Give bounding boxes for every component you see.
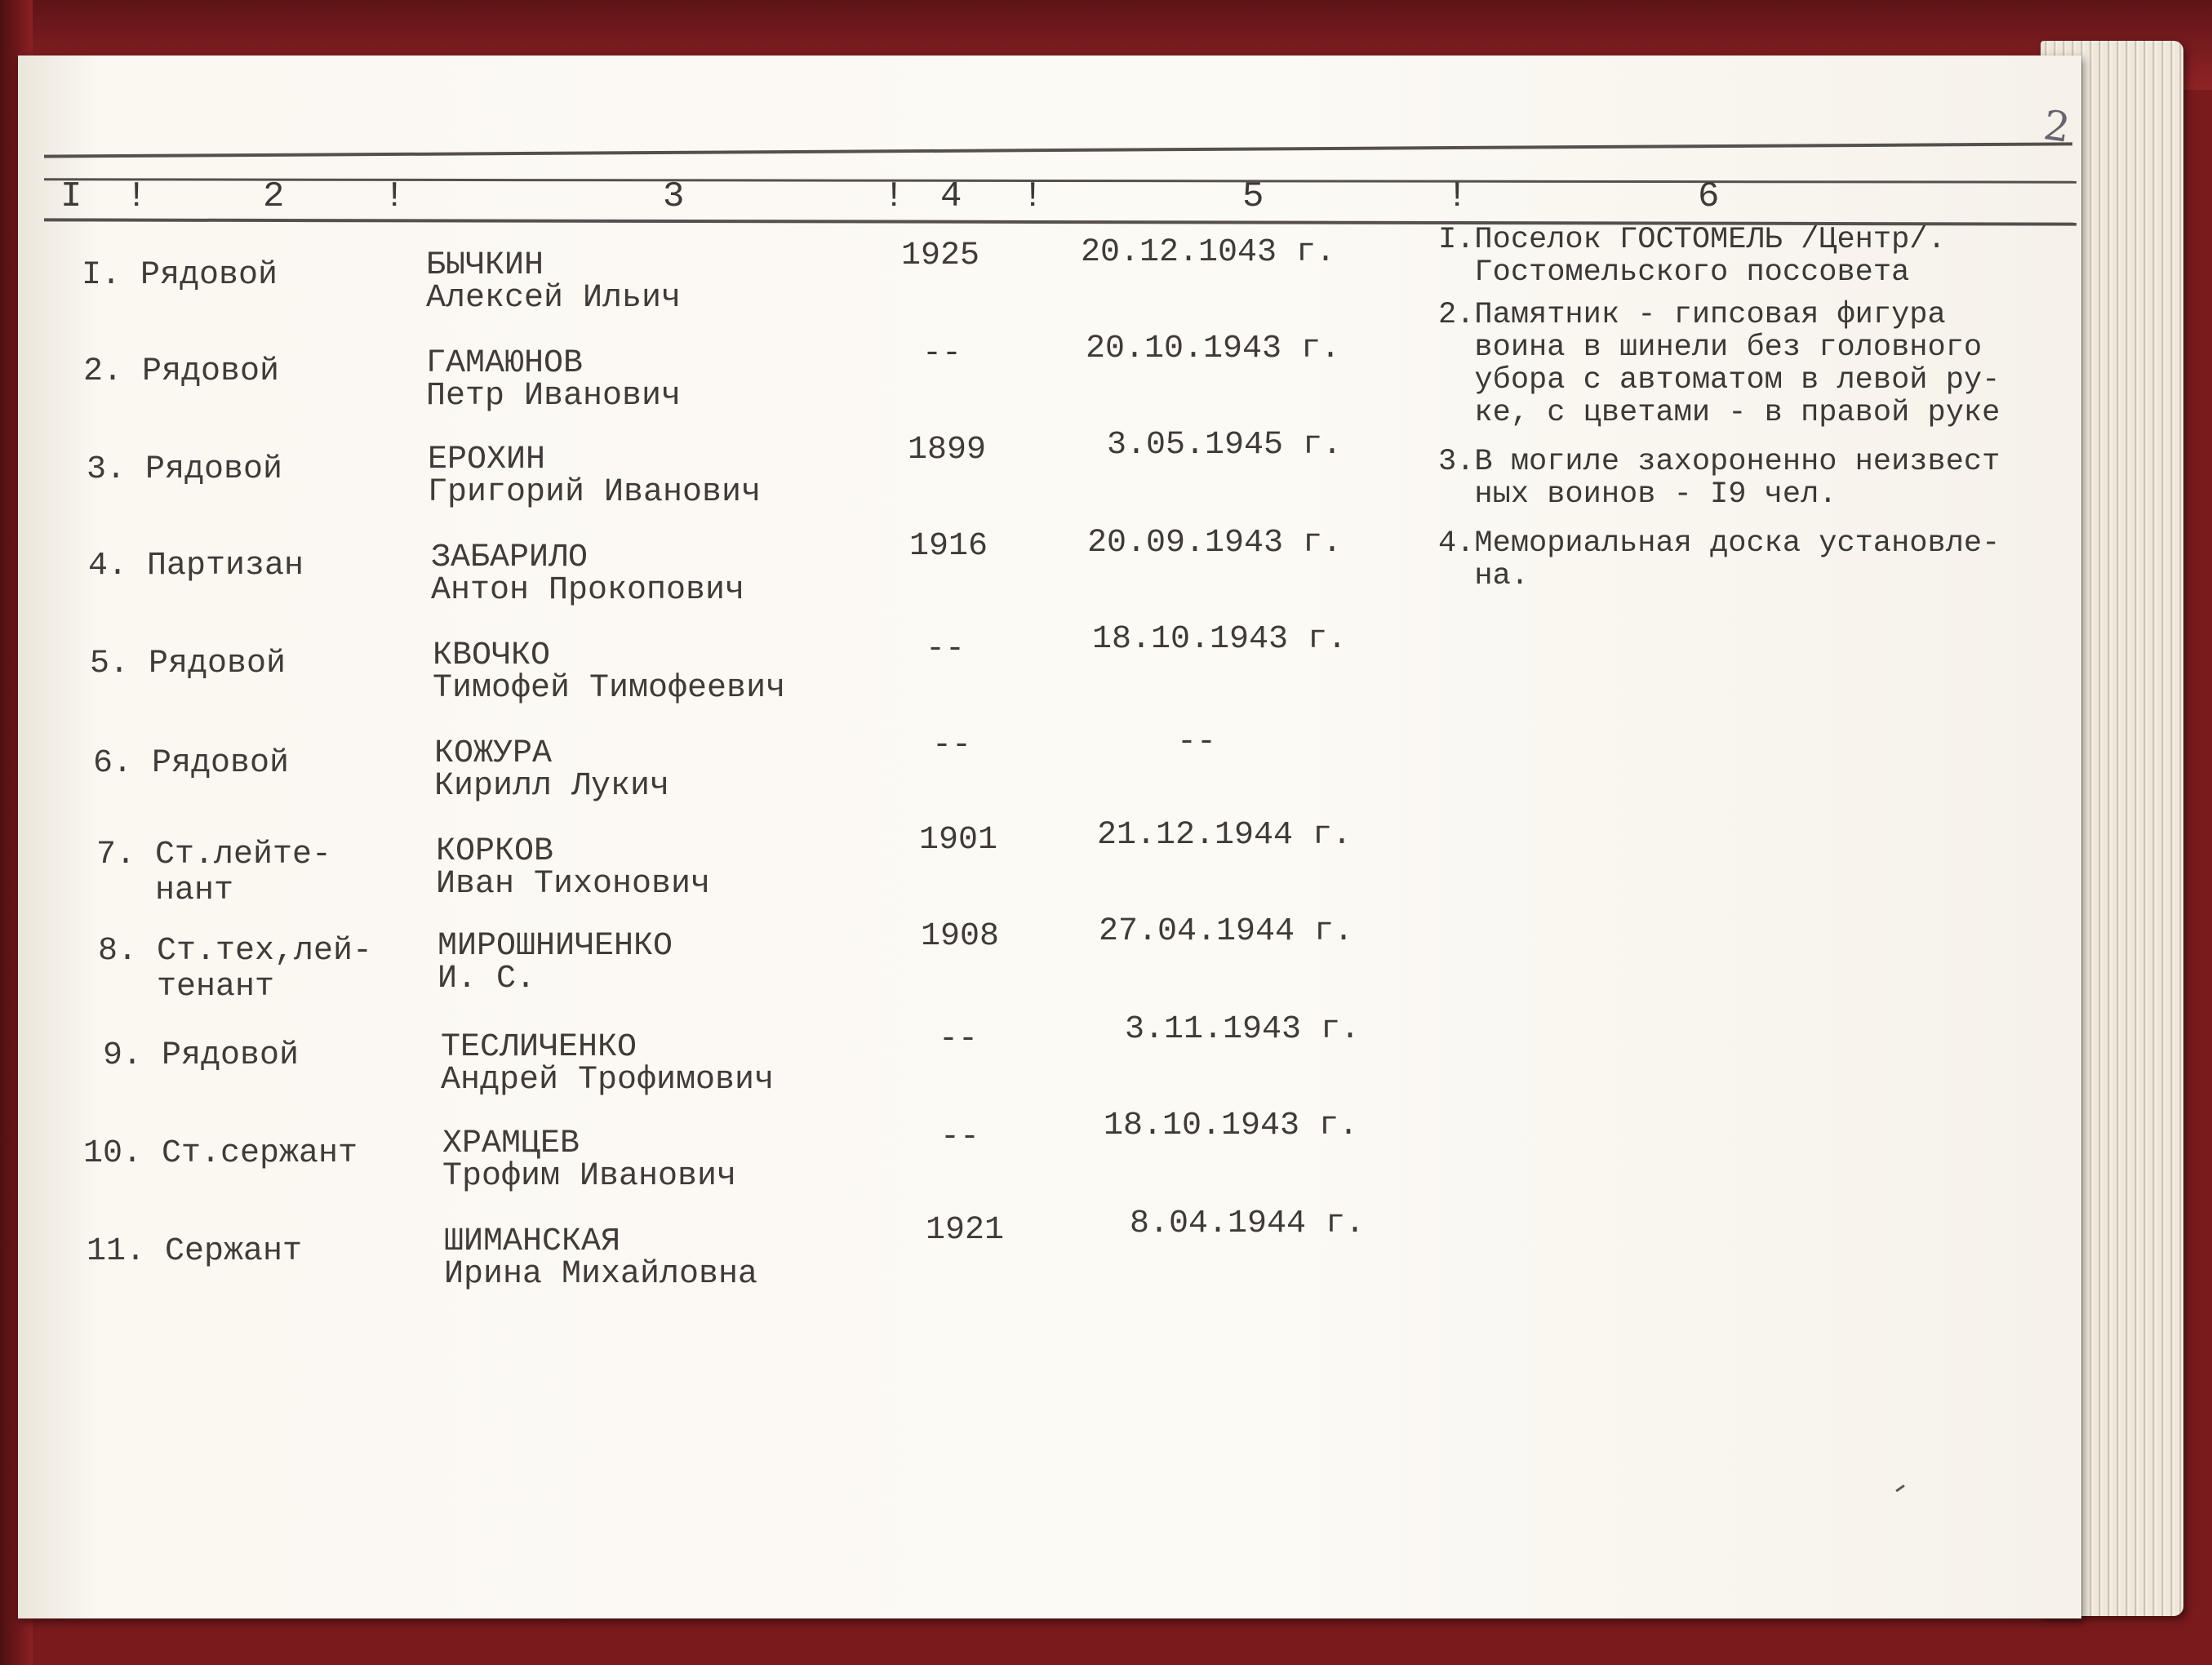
row-surname: ТЕСЛИЧЕНКО bbox=[441, 1029, 637, 1066]
row-rank: 6. Рядовой bbox=[93, 745, 290, 782]
row-death-date: 8.04.1944 г. bbox=[1130, 1205, 1366, 1242]
row-surname: ХРАМЦЕВ bbox=[442, 1126, 580, 1162]
row-rank: 7. Ст.лейте- нант bbox=[96, 837, 332, 909]
header-separator: ! bbox=[126, 176, 148, 217]
row-death-date: -- bbox=[1177, 724, 1217, 761]
row-given-name: Алексей Ильич bbox=[426, 280, 682, 317]
row-rank: 8. Ст.тех,лей- тенант bbox=[98, 933, 373, 1006]
row-surname: ГАМАЮНОВ bbox=[426, 345, 584, 382]
row-rank: 4. Партизан bbox=[88, 548, 304, 584]
row-birth-year: 1908 bbox=[921, 918, 1000, 955]
header-separator: ! bbox=[1022, 176, 1044, 217]
row-rank: 5. Рядовой bbox=[90, 646, 286, 682]
row-rank: I. Рядовой bbox=[82, 257, 278, 294]
row-death-date: 21.12.1944 г. bbox=[1097, 817, 1353, 854]
header-col-4: 4 bbox=[940, 176, 962, 217]
pen-mark bbox=[1895, 1485, 1905, 1492]
header-col-6: 6 bbox=[1698, 176, 1720, 217]
header-col-5: 5 bbox=[1242, 176, 1264, 217]
row-rank: 9. Рядовой bbox=[103, 1037, 300, 1074]
row-given-name: Трофим Иванович bbox=[442, 1158, 737, 1195]
row-given-name: Тимофей Тимофеевич bbox=[433, 670, 786, 707]
header-col-3: 3 bbox=[663, 176, 685, 217]
row-surname: БЫЧКИН bbox=[426, 247, 544, 284]
note-burial: 3.В могиле захороненно неизвест ных воинов - I9 чел. bbox=[1438, 445, 2001, 512]
row-rank: 3. Рядовой bbox=[87, 451, 283, 488]
row-surname: ЗАБАРИЛО bbox=[431, 539, 589, 576]
header-col-2: 2 bbox=[263, 176, 285, 217]
note-location: I.Поселок ГОСТОМЕЛЬ /Центр/. Гостомельского поссовета bbox=[1438, 223, 1946, 290]
table-header-rule bbox=[44, 178, 2077, 183]
header-separator: ! bbox=[883, 176, 905, 217]
row-birth-year: 1899 bbox=[908, 432, 987, 468]
row-birth-year: 1921 bbox=[926, 1212, 1005, 1249]
table-top-rule bbox=[44, 142, 2072, 158]
row-death-date: 27.04.1944 г. bbox=[1099, 913, 1354, 950]
row-rank: 2. Рядовой bbox=[83, 353, 280, 390]
row-surname: ЕРОХИН bbox=[428, 442, 546, 478]
row-birth-year: -- bbox=[940, 1119, 980, 1156]
row-birth-year: -- bbox=[926, 631, 966, 668]
row-birth-year: -- bbox=[932, 727, 972, 764]
row-death-date: 3.11.1943 г. bbox=[1125, 1011, 1361, 1048]
row-surname: ШИМАНСКАЯ bbox=[444, 1223, 621, 1260]
note-monument: 2.Памятник - гипсовая фигура воина в шинели без головного убора с автоматом в левой ру- ке, с цветами - в правой руке bbox=[1438, 298, 2001, 430]
header-separator: ! bbox=[1446, 176, 1468, 217]
row-surname: КОЖУРА bbox=[434, 735, 553, 772]
row-death-date: 18.10.1943 г. bbox=[1104, 1108, 1359, 1144]
row-surname: КВОЧКО bbox=[433, 637, 551, 674]
row-given-name: Иван Тихонович bbox=[436, 866, 711, 903]
page-number: 2 bbox=[2041, 101, 2073, 152]
row-birth-year: -- bbox=[922, 335, 962, 372]
header-separator: ! bbox=[384, 176, 406, 217]
row-given-name: Петр Иванович bbox=[426, 378, 682, 415]
row-surname: МИРОШНИЧЕНКО bbox=[438, 928, 673, 965]
document-page bbox=[18, 56, 2081, 1618]
row-given-name: Ирина Михайловна bbox=[444, 1256, 758, 1293]
row-death-date: 20.10.1943 г. bbox=[1086, 331, 1341, 367]
row-given-name: Григорий Иванович bbox=[428, 474, 762, 511]
note-memorial-plaque: 4.Мемориальная доска установле- на. bbox=[1438, 526, 2001, 593]
row-death-date: 20.12.1043 г. bbox=[1081, 234, 1336, 271]
row-birth-year: 1925 bbox=[901, 238, 980, 274]
header-col-1: I bbox=[60, 176, 82, 217]
row-rank: 10. Ст.сержант bbox=[83, 1135, 358, 1172]
row-given-name: И. С. bbox=[438, 961, 536, 997]
row-death-date: 18.10.1943 г. bbox=[1092, 621, 1348, 658]
row-given-name: Кирилл Лукич bbox=[434, 768, 670, 805]
row-death-date: 20.09.1943 г. bbox=[1087, 525, 1343, 562]
row-surname: КОРКОВ bbox=[436, 833, 554, 870]
row-given-name: Андрей Трофимович bbox=[441, 1062, 775, 1099]
row-rank: 11. Сержант bbox=[87, 1233, 303, 1270]
row-given-name: Антон Прокопович bbox=[431, 572, 745, 609]
row-birth-year: 1901 bbox=[919, 822, 998, 859]
row-death-date: 3.05.1945 г. bbox=[1107, 427, 1343, 464]
row-birth-year: 1916 bbox=[909, 528, 988, 565]
row-birth-year: -- bbox=[939, 1021, 979, 1058]
